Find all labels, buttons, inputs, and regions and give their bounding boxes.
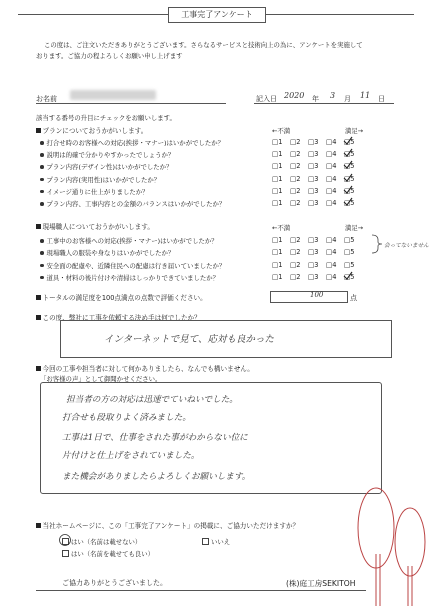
rating-checkbox[interactable]: □5: [344, 186, 355, 195]
date-day: 11: [360, 91, 371, 100]
rating-checkbox[interactable]: □4: [326, 138, 337, 146]
check-mark-icon: [343, 160, 353, 170]
rating-checkbox[interactable]: □3: [308, 162, 319, 171]
footer-thanks: ご協力ありがとうございました。: [62, 579, 167, 587]
publish-option-yes-named[interactable]: はい（名前を載せても良い）: [62, 549, 154, 558]
plan-question: プラン内容、工事内容との金額のバランスはいかがでしたか？: [40, 199, 225, 208]
site-question: 安全面の配慮や、近隣住民への配慮は行き届いていましたか？: [40, 261, 225, 270]
rating-checkbox[interactable]: □4: [326, 272, 337, 281]
rating-checkbox[interactable]: □1: [272, 138, 283, 146]
site-rating-options[interactable]: [272, 236, 354, 244]
rating-checkbox[interactable]: □1: [272, 162, 283, 171]
square-bullet-icon: [36, 523, 41, 528]
rating-checkbox[interactable]: □4: [326, 199, 337, 207]
rating-checkbox[interactable]: □4: [326, 186, 337, 195]
site-rating-options[interactable]: [272, 248, 354, 256]
date-month: 3: [330, 91, 336, 100]
site-rating-options[interactable]: [272, 261, 354, 269]
rating-checkbox[interactable]: □3: [308, 236, 319, 244]
rating-checkbox[interactable]: □2: [290, 150, 301, 159]
checkbox-icon[interactable]: [202, 538, 209, 545]
reason-answer: インターネットで見て、応対も良かった: [104, 334, 274, 345]
voice-heading: 今回の工事や担当者に対して何かありましたら、なんでも構いません。: [36, 363, 254, 373]
plan-question: プラン内容(デザイン性)はいかがでしたか？: [40, 162, 172, 171]
tree-illustration-icon: [354, 476, 430, 608]
voice-line: 工事は1日で、仕事をされた事がわからない位に: [62, 433, 248, 443]
day-unit: 日: [378, 95, 385, 103]
rating-checkbox[interactable]: □1: [272, 174, 283, 183]
rating-checkbox[interactable]: □3: [308, 150, 319, 159]
voice-line: 片付けと仕上げをされていました。: [62, 451, 200, 461]
rating-checkbox[interactable]: □1: [272, 186, 283, 195]
voice-line: 担当者の方の対応は迅速でていねいでした。: [66, 395, 238, 405]
voice-subheading: 「お客様の声」として御聞かせください。: [40, 375, 162, 383]
name-underline: [36, 103, 226, 104]
rating-checkbox[interactable]: □5: [344, 162, 355, 171]
square-bullet-icon: [36, 315, 41, 320]
voice-line: 打合せも段取りよく済みました。: [62, 413, 191, 423]
site-rating-options[interactable]: [272, 273, 354, 281]
scale-right-label: 満足→: [345, 127, 364, 135]
instruction: 該当する番号の升目にチェックをお願いします。: [36, 114, 176, 122]
site-scale-right-label: 満足→: [345, 224, 364, 232]
circle-mark-icon: [58, 533, 72, 547]
footer-rule: [36, 590, 366, 591]
plan-rating-options[interactable]: [272, 150, 354, 158]
survey-title: 工事完了アンケート: [168, 7, 266, 23]
rating-checkbox[interactable]: □2: [290, 174, 301, 183]
rating-checkbox[interactable]: □4: [326, 248, 337, 257]
rating-checkbox[interactable]: □2: [290, 199, 301, 207]
check-mark-icon: [343, 148, 353, 158]
rating-checkbox[interactable]: □1: [272, 248, 283, 257]
check-mark-icon: [343, 173, 353, 183]
site-question: 工事中のお客様への対応(挨拶・マナー)はいかがでしたか？: [40, 236, 218, 245]
bullet-icon: [40, 153, 44, 157]
site-heading: 現場職人についておうかがいします。: [36, 221, 154, 231]
publish-option-yes-anon[interactable]: はい（名前は載せない）: [62, 537, 141, 546]
site-question: 現場職人の服装や身なりはいかがでしたか？: [40, 248, 174, 257]
intro-line-1: この度は、ご注文いただきありがとうございます。さらなるサービスと技術向上の為に、アンケートを実施して: [44, 41, 363, 49]
score-unit: 点: [350, 294, 357, 302]
date-label: 記入日: [256, 95, 277, 103]
rating-checkbox[interactable]: □2: [290, 186, 301, 195]
site-scale-left-label: ←不満: [272, 224, 291, 232]
date-underline: [254, 103, 394, 104]
rating-checkbox[interactable]: □2: [290, 272, 301, 281]
plan-question: イメージ通りに仕上がりましたか？: [40, 187, 149, 196]
rating-checkbox[interactable]: □1: [272, 260, 283, 269]
rating-checkbox[interactable]: □3: [308, 186, 319, 195]
rating-checkbox[interactable]: □3: [308, 248, 319, 257]
plan-rating-options[interactable]: [272, 175, 354, 183]
square-bullet-icon: [36, 224, 41, 229]
bullet-icon: [40, 276, 44, 280]
bullet-icon: [40, 239, 44, 243]
rating-checkbox[interactable]: □2: [290, 248, 301, 257]
rating-checkbox[interactable]: □2: [290, 236, 301, 244]
intro-line-2: おります。ご協力の程よろしくお願い申し上げます: [36, 52, 183, 60]
rating-checkbox[interactable]: □2: [290, 260, 301, 269]
site-question: 道具・材料の後片付けや清掃はしっかりできていましたか？: [40, 273, 219, 282]
score-box[interactable]: [270, 291, 348, 303]
rating-checkbox[interactable]: □5: [344, 199, 355, 207]
name-redacted: [70, 90, 156, 100]
rating-checkbox[interactable]: □4: [326, 150, 337, 159]
square-bullet-icon: [36, 295, 41, 300]
date-year: 2020: [284, 91, 305, 100]
check-mark-icon: [343, 185, 353, 195]
site-side-note: 会ってないません: [384, 243, 429, 249]
total-heading: トータルの満足度を100点満点の点数で評価ください。: [36, 292, 207, 302]
plan-rating-options[interactable]: [272, 138, 354, 146]
rating-checkbox[interactable]: □3: [308, 138, 319, 146]
month-unit: 月: [344, 95, 351, 103]
rating-checkbox[interactable]: □2: [290, 162, 301, 171]
rating-checkbox[interactable]: □1: [272, 272, 283, 281]
rating-checkbox[interactable]: □3: [308, 199, 319, 207]
plan-question: 説明は的確で分かりやすかったでしょうか？: [40, 150, 174, 159]
plan-rating-options[interactable]: [272, 187, 354, 195]
bullet-icon: [40, 141, 44, 145]
rating-checkbox[interactable]: □3: [308, 272, 319, 281]
footer-company: (株)庭工房SEKITOH: [286, 579, 356, 588]
rating-checkbox[interactable]: □5: [344, 272, 355, 281]
publish-heading: 当社ホームページに、この「工事完了アンケート」の掲載に、ご協力いただけますか？: [36, 520, 299, 530]
bullet-icon: [40, 178, 44, 182]
publish-option-no[interactable]: いいえ: [202, 537, 230, 546]
reason-heading: この度、弊社に工事を依頼する決め手は何でしたか？: [36, 312, 201, 322]
rating-checkbox[interactable]: □4: [326, 260, 337, 269]
square-bullet-icon: [36, 128, 41, 133]
rating-checkbox[interactable]: □1: [272, 236, 283, 244]
rating-checkbox[interactable]: □3: [308, 174, 319, 183]
name-label: お名前: [36, 95, 57, 103]
check-mark-icon: [343, 136, 353, 146]
bullet-icon: [40, 251, 44, 255]
plan-question: プラン内容(実用性)はいかがでしたか？: [40, 175, 160, 184]
check-mark-icon: [343, 197, 353, 207]
plan-question: 打合せ時のお客様への対応(挨拶・マナー)はいかがでしたか？: [40, 138, 224, 147]
plan-heading: プランについておうかがいします。: [36, 125, 147, 135]
bullet-icon: [40, 190, 44, 194]
rating-checkbox[interactable]: □5: [344, 138, 355, 146]
plan-rating-options[interactable]: [272, 162, 354, 170]
scale-left-label: ←不満: [272, 127, 291, 135]
bullet-icon: [40, 202, 44, 206]
rating-checkbox[interactable]: □5: [344, 248, 355, 257]
rating-checkbox[interactable]: □1: [272, 199, 283, 207]
rating-checkbox[interactable]: □5: [344, 260, 355, 269]
rating-checkbox[interactable]: □1: [272, 150, 283, 159]
rating-checkbox[interactable]: □2: [290, 138, 301, 146]
check-mark-icon: [343, 271, 353, 281]
voice-line: また機会がありましたらよろしくお願いします。: [62, 472, 251, 482]
rating-checkbox[interactable]: □4: [326, 174, 337, 183]
plan-rating-options[interactable]: [272, 199, 354, 207]
year-unit: 年: [312, 95, 319, 103]
bracket-icon: [370, 234, 384, 254]
bullet-icon: [40, 264, 44, 268]
rating-checkbox[interactable]: □3: [308, 260, 319, 269]
rating-checkbox[interactable]: □5: [344, 236, 355, 244]
rating-checkbox[interactable]: □5: [344, 150, 355, 159]
rating-checkbox[interactable]: □4: [326, 236, 337, 244]
bullet-icon: [40, 165, 44, 169]
square-bullet-icon: [36, 366, 41, 371]
checkbox-icon[interactable]: [62, 550, 69, 557]
score-value: 100: [310, 291, 324, 299]
rating-checkbox[interactable]: □5: [344, 174, 355, 183]
rating-checkbox[interactable]: □4: [326, 162, 337, 171]
